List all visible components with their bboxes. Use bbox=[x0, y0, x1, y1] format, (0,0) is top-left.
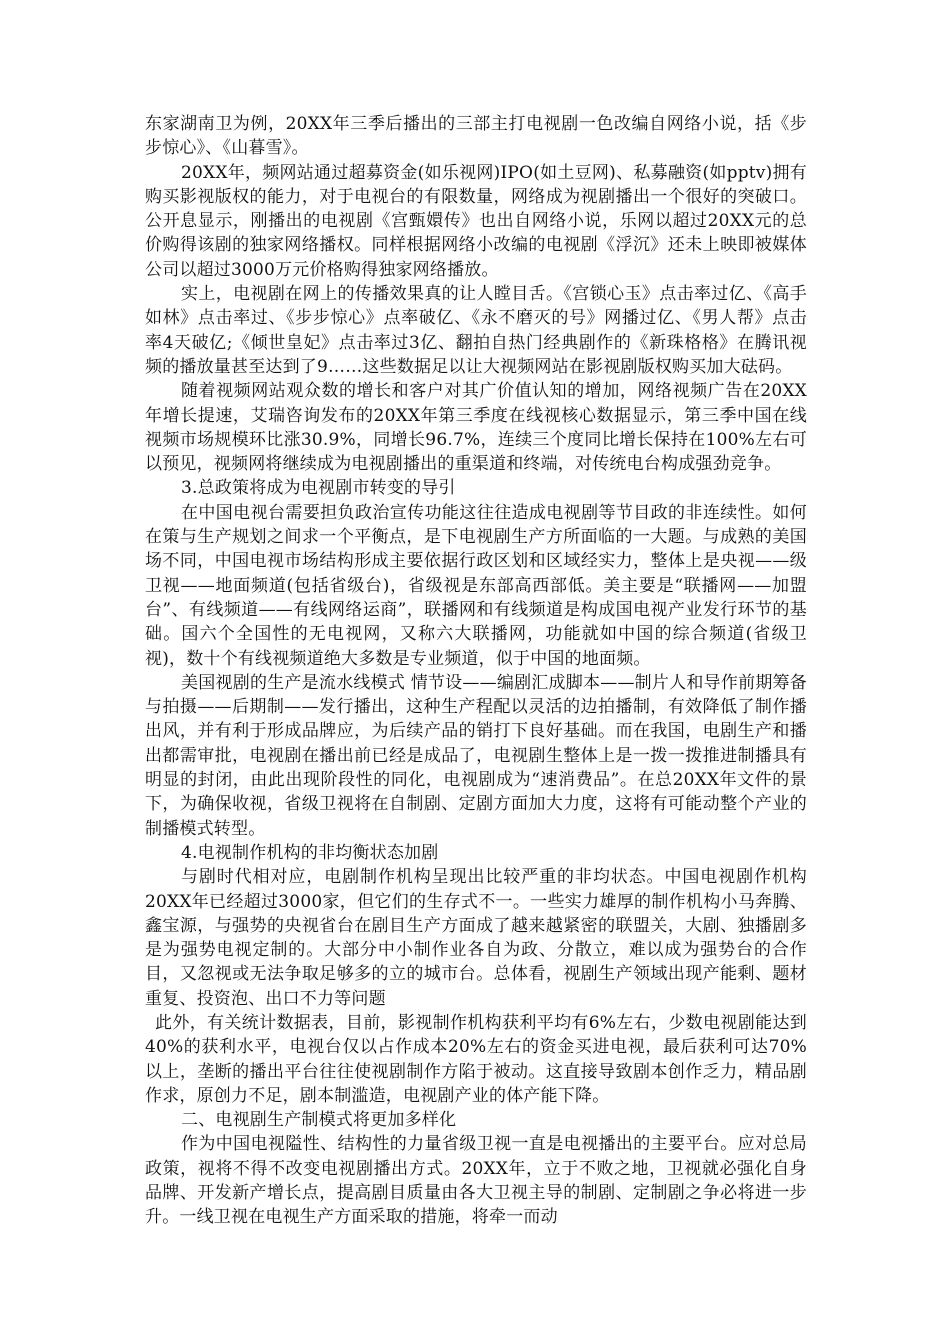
paragraph-9: 作为中国电视隘性、结构性的力量省级卫视一直是电视播出的主要平台。应对总局政策，视将不得不改变电视剧播出方式。20XX年，立于不败之地，卫视就必强化自身品牌、开发新产增长点，提高剧目质量由各大卫视主导的制剧、定制剧之争必将进一步升。一线卫视在电视生产方面采取的措施，将牵一而动 bbox=[145, 1134, 807, 1228]
paragraph-8: 此外，有关统计数据表，目前，影视制作机构获利平均有6%左右，少数电视剧能达到40%的获利水平，电视台仅以占作成本20%左右的资金买进电视，最后获利可达70%以上，垄断的播出平台往往使视剧制作方陷于被动。这直接导致剧本创作乏力，精品剧作求，原创力不足，剧本制滥造，电视剧产业的体产能下降。 bbox=[145, 1012, 807, 1106]
section-heading-3: 3.总政策将成为电视剧市转变的导引 bbox=[181, 478, 456, 499]
paragraph-7: 与剧时代相对应，电剧制作机构呈现出比较严重的非均状态。中国电视剧作机构20XX年已经超过3000家，但它们的生存式不一。一些实力雄厚的制作机构小马奔腾、鑫宝源，与强势的央视省台在剧目生产方面成了越来越紧密的联盟关，大剧、独播剧多是为强势电视定制的。大部分中小制作业各自为政、分散立，难以成为强势台的合作目，又忽视或无法争取足够多的立的城市台。总体看，视剧生产领域出现产能剩、题材重复、投资泡、出口不力等问题 bbox=[145, 867, 807, 1009]
paragraph-4: 随着视频网站观众数的增长和客户对其广价值认知的增加，网络视频广告在20XX年增长提速，艾瑞咨询发布的20XX年第三季度在线视核心数据显示，第三季中国在线视频市场规模环比涨30.9%，同增长96.7%，连续三个度同比增长保持在100%左右可以预见，视频网将继续成为电视剧播出的重渠道和终端，对传统电台构成强劲竞争。 bbox=[145, 381, 807, 475]
document-body bbox=[145, 112, 807, 1230]
paragraph-6: 美国视剧的生产是流水线模式 情节设——编剧汇成脚本——制片人和导作前期筹备与拍摄——后期制——发行播出，这种生产程配以灵活的边拍播制，有效降低了制作播出风，并有利于形成品牌应，为后续产品的销打下良好基础。而在我国，电剧生产和播出都需审批，电视剧在播出前已经是成品了，电视剧生整体上是一拨一拨推进制播具有明显的封闭，由此出现阶段性的同化，电视剧成为“速消费品”。在总20XX年文件的景下，为确保收视，省级卫视将在自制剧、定剧方面加大力度，这将有可能动整个产业的制播模式转型。 bbox=[145, 672, 807, 839]
paragraph-5: 在中国电视台需要担负政治宣传功能这往往造成电视剧等节目政的非连续性。如何在策与生产规划之间求一个平衡点，是下电视剧生产方所面临的一大题。与成熟的美国场不同，中国电视市场结构形成主要依据行政区划和区域经实力，整体上是央视——级卫视——地面频道(包括省级台)，省级视是东部高西部低。美主要是“联播网——加盟台”、有线频道——有线网络运商”，联播网和有线频道是构成国电视产业发行环节的基础。国六个全国性的无电视网，又称六大联播网，功能就如中国的综合频道(省级卫视)，数十个有线视频道绝大多数是专业频道，似于中国的地面频。 bbox=[145, 502, 807, 669]
paragraph-2: 20XX年，频网站通过超募资金(如乐视网)IPO(如土豆网)、私募融资(如pptv)拥有购买影视版权的能力，对于电视台的有限数量，网络成为视剧播出一个很好的突破口。公开息显示，刚播出的电视剧《宫甄嬛传》也出自网络小说，乐网以超过20XX元的总价购得该剧的独家网络播权。同样根据网络小改编的电视剧《浮沉》还未上映即被媒体公司以超过3000万元价格购得独家网络播放。 bbox=[145, 162, 807, 280]
paragraph-1: 东家湖南卫为例，20XX年三季后播出的三部主打电视剧一色改编自网络小说，括《步步惊心》、《山暮雪》。 bbox=[145, 114, 807, 159]
section-heading-4: 4.电视制作机构的非均衡状态加剧 bbox=[181, 842, 439, 863]
section-heading-2: 二、电视剧生产制模式将更加多样化 bbox=[181, 1110, 457, 1131]
paragraph-3: 实上，电视剧在网上的传播效果真的让人瞠目舌。《宫锁心玉》点击率过亿、《高手如林》点击率过、《步步惊心》点率破亿、《永不磨灭的号》网播过亿、《男人帮》点击率4天破亿;《倾世皇妃》点击率过3亿、翻拍自热门经典剧作的《新珠格格》在腾讯视频的播放量甚至达到了9……这些数据足以让大视频网站在影视剧版权购买加大砝码。 bbox=[145, 284, 807, 377]
